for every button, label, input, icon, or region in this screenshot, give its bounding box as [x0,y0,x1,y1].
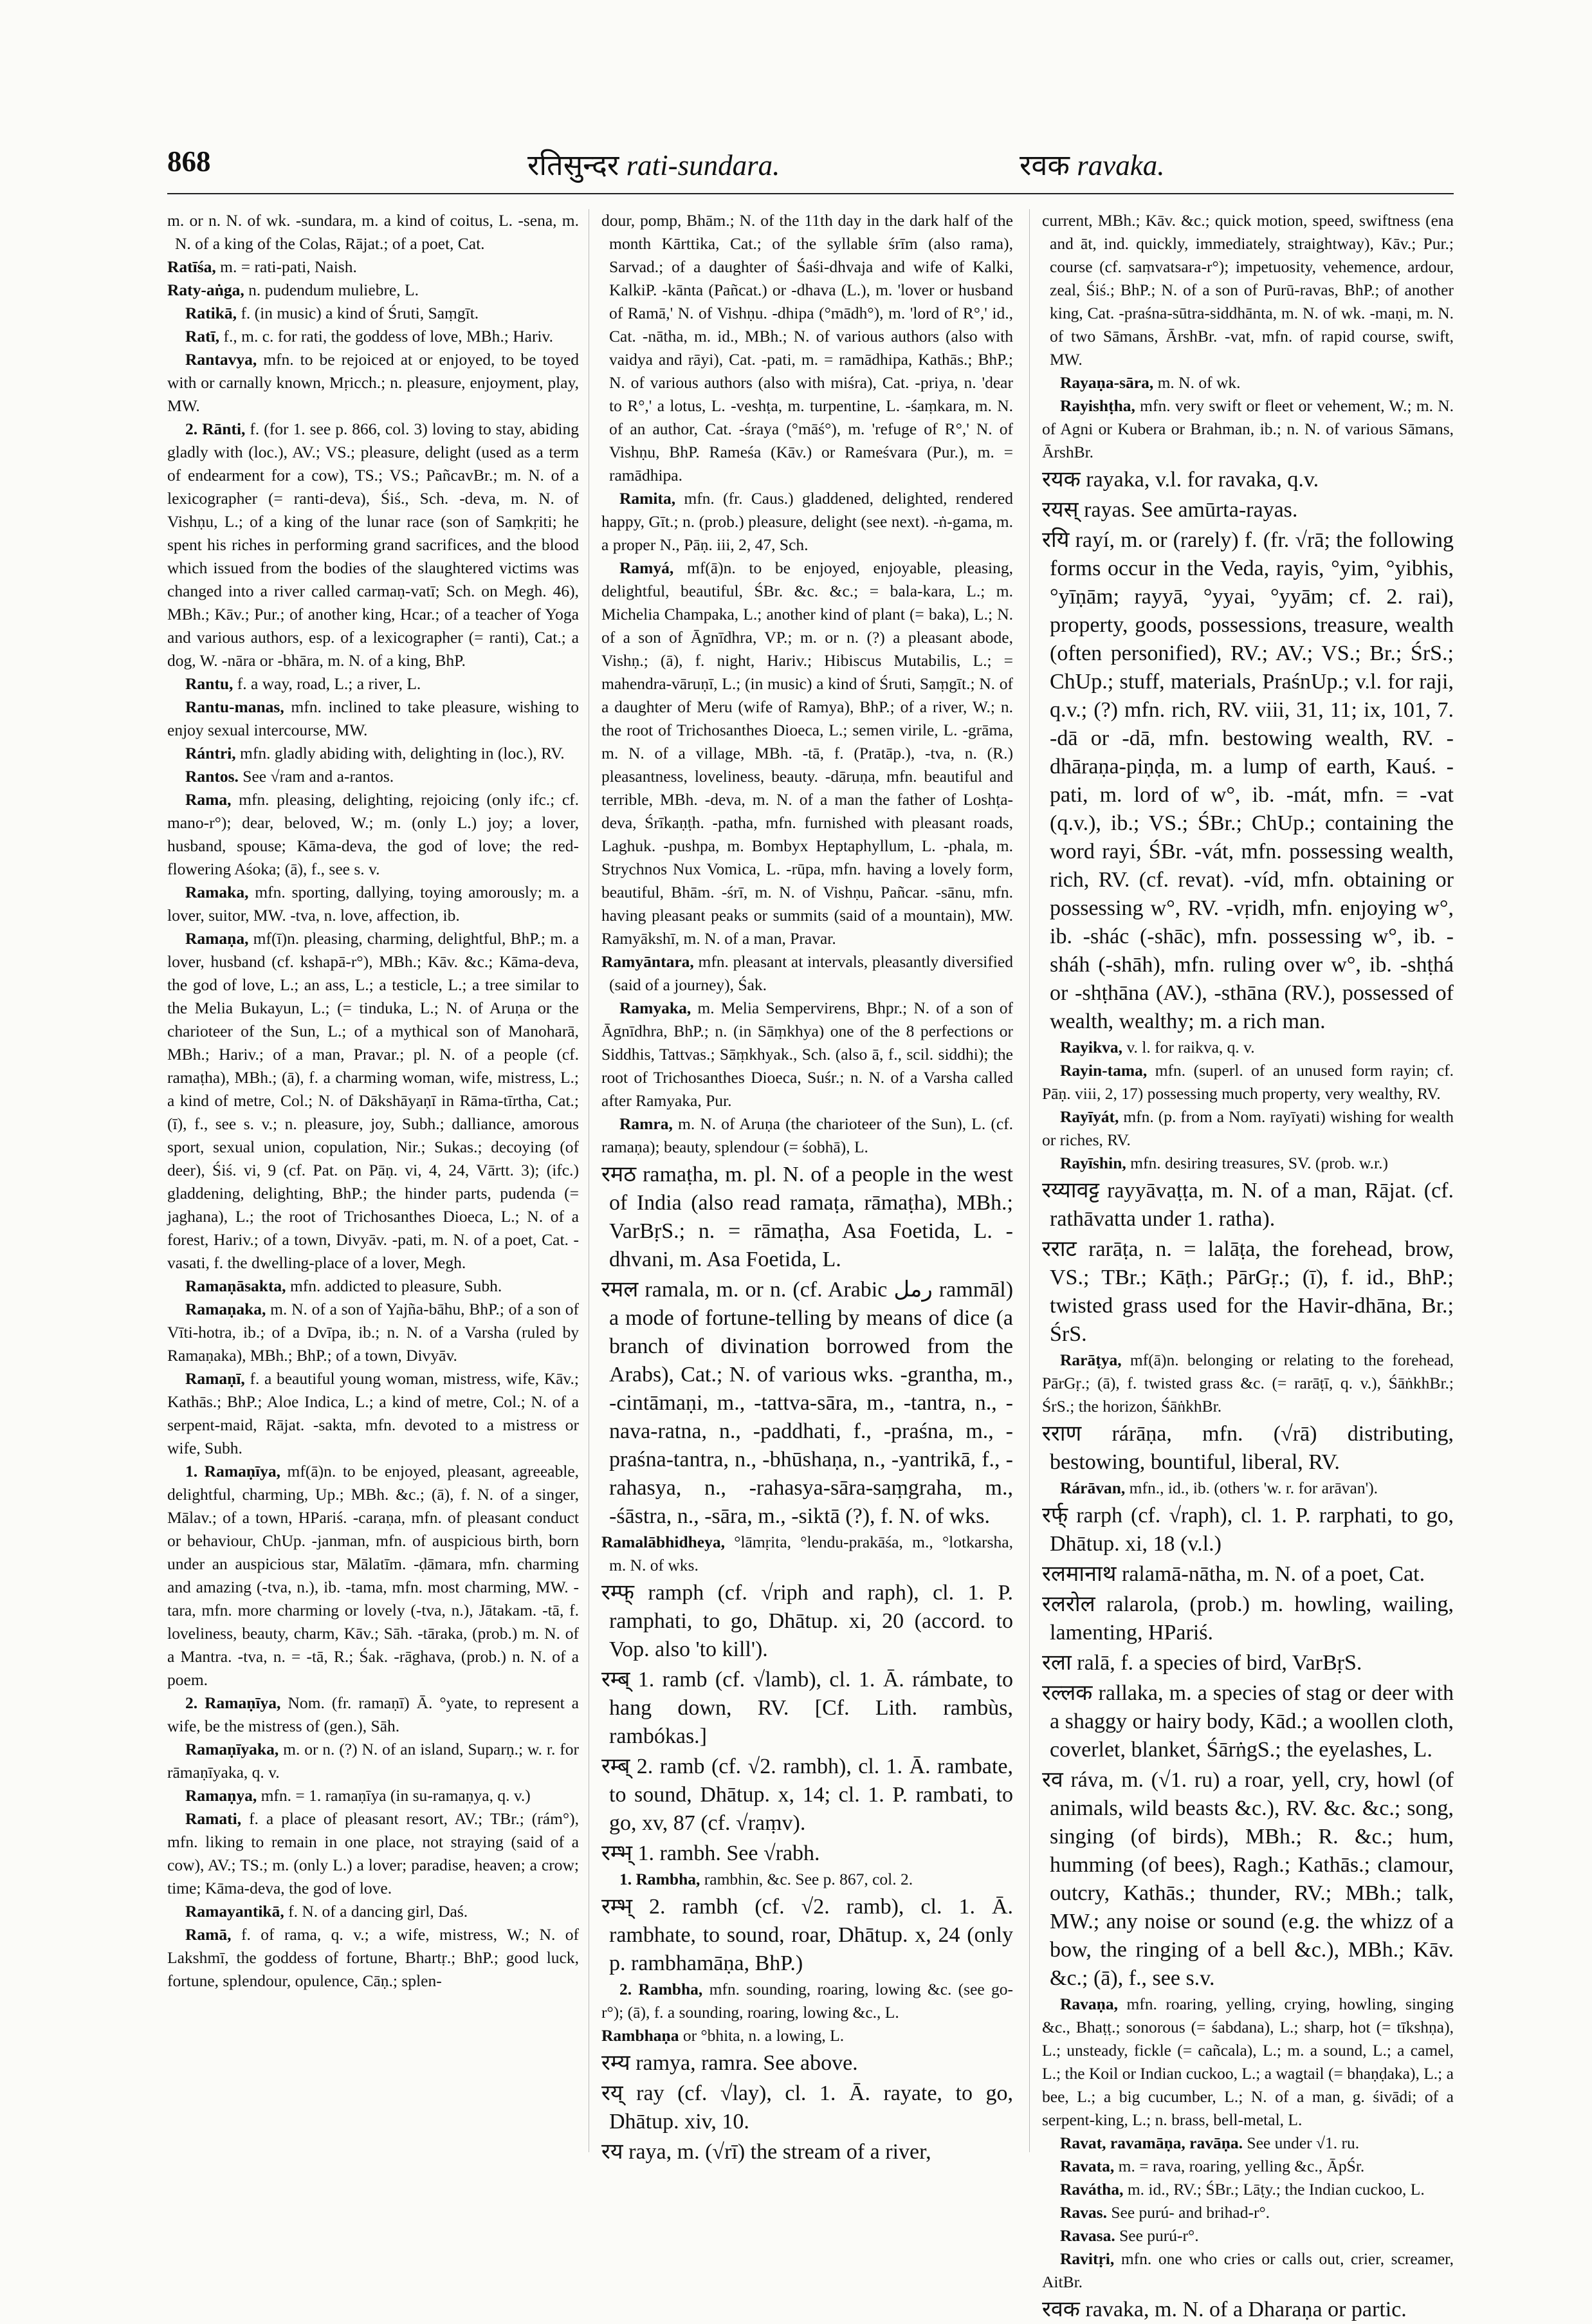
entry-definition: dour, pomp, Bhām.; N. of the 11th day in the dark half of the month Kārttika, Cat.; of the syllable śrīm (also rama), Sarvad.; of a daughter of Śaśi-dhvaja and wife of Kalki, KalkiP. -kānta (Pañcat.) or -dhava (L.), m. 'lover or husband of Ramā,' N. of Vishṇu. -dhipa (°mādh°), m. 'lord of R°,' id., Cat. -nātha, m. id., MBh.; N. of various authors (also with vaidya and rāyi), Cat. -pati, m. = ramādhipa, Kathās.; BhP.; N. of various authors (also with miśra), Cat. -priya, n. 'dear to R°,' a lotus, L. -veshṭa, m. turpentine, L. -śaṃkara, m. N. of an author, Cat. -śraya (°māś°), m. 'refuge of R°,' N. of Vishṇu, BhP. Rameśa (Kāv.) or Rameśvara (Pur.), m. = ramādhipa. [601,211,1013,484]
dictionary-entry [1042,1648,1454,1677]
dictionary-entry [1042,1105,1454,1152]
entry-definition: or °bhita, n. a lowing, L. [682,2026,845,2045]
entry-headword: Rantos. [185,767,239,786]
entry-headword: रम्य [601,2050,630,2076]
entry-definition: f. (in music) a kind of Śruti, Saṃgīt. [241,304,479,322]
dictionary-entry [1042,1419,1454,1477]
entry-definition: mfn. (fr. Caus.) gladdened, delighted, rendered happy, Gīt.; n. (prob.) pleasure, delight (see next). -ṅ-gama, m. a proper N., Pāṇ. iii, 2, 47, Sch. [601,489,1013,554]
entry-definition: rayas. See amūrta-rayas. [1084,498,1298,522]
dictionary-entry [167,765,579,788]
entry-definition: See purú- and brihad-r°. [1111,2203,1270,2222]
entry-headword: रमठ [601,1161,636,1187]
entry-headword: Ravasa. [1060,2226,1115,2245]
entry-definition: m. or n. (?) N. of an island, Suparṇ.; w. r. for rāmaṇīyaka, q. v. [167,1740,579,1782]
entry-headword: Ravas. [1060,2203,1107,2222]
entry-definition: mfn. addicted to pleasure, Subh. [289,1277,502,1295]
dictionary-entry [1042,394,1454,464]
entry-definition: rayyāvaṭṭa, m. N. of a man, Rājat. (cf. rathāvatta under 1. ratha). [1050,1179,1454,1231]
entry-headword: Ramra, [619,1114,673,1133]
dictionary-entry [167,255,579,279]
entry-headword: Ramati, [185,1809,242,1828]
entry-headword: Rayīyát, [1060,1107,1119,1126]
dictionary-entry [167,1275,579,1298]
entry-definition: rayí, m. or (rarely) f. (fr. √rā; the following forms occur in the Veda, rayis, °yim, °yibhis, °yīṇām; rayyā, °yyai, °yyām; cf. 2. rai), property, goods, possessions, treasure, wealth (often personified), RV.; AV.; VS.; Br.; ŚrS.; ChUp.; stuff, materials, PraśnUp.; v.l. for raji, q.v.; (?) mfn. rich, RV. viii, 31, 11; ix, 101, 7. -dā or -dā, mfn. bestowing wealth, RV. -dhāraṇa-piṇḍa, m. a lump of earth, Kauś. -pati, m. lord of w°, ib. -mát, mfn. = -vat (q.v.), ib.; VS.; ŚBr.; ChUp.; containing the word rayi, ŚBr. -vát, mfn. possessing wealth, rich, RV. (cf. revat). -víd, mfn. obtaining or possessing w°, RV. -vṛidh, mfn. enjoying w°, ib. -shác (-shāc), mfn. possessing w°, ib. -sháh (-shāh), mfn. ruling over w°, ib. -shṭhá or -shṭhāna (AV.), -sthāna (RV.), possessed of wealth, wealthy; m. a rich man. [1050,528,1454,1033]
dictionary-entry [1042,209,1454,371]
entry-definition: ramya, ramra. See above. [636,2051,858,2075]
entry-headword: रव [1042,1767,1063,1793]
entry-definition: rambhin, &c. See p. 867, col. 2. [704,1870,913,1888]
entry-definition: mf(ā)n. to be enjoyed, enjoyable, pleasing, delightful, beautiful, ŚBr. &c. &c.; = bala-kara, L.; m. Michelia Champaka, L.; another kind of plant (= baka), L.; N. of a son of Āgnīdhra, VP.; m. or n. (?) a pleasant abode, Vishṇ.; (ā), f. night, Hariv.; Hibiscus Mutabilis, L.; = mahendra-vāruṇī, L.; (in music) a kind of Śruti, Saṃgīt.; N. of a daughter of Meru (wife of Ramya), BhP.; of a river, W.; n. the root of Trichosanthes Dioeca, L.; semen virile, L. -grāma, m. N. of a village, MBh. -tā, f. (Pratāp.), -tva, n. (R.) pleasantness, loveliness, beauty. -dāruṇa, mfn. beautiful and terrible, MBh. -deva, m. N. of a man the father of Loshṭa-deva, Śrīkaṇṭh. -patha, mfn. furnished with pleasant roads, Laghuk. -pushpa, m. Bombyx Heptaphyllum, L. -phala, m. Strychnos Nux Vomica, L. -rūpa, mfn. having a lovely form, beautiful, Bhām. -śrī, m. N. of Vishṇu, Pañcar. -sānu, mfn. having pleasant peaks or summits (said of a mountain), MW. Ramyākshī, m. N. of a man, Pravar. [601,558,1014,948]
entry-definition: mfn. (superl. of an unused form rayin; cf. Pāṇ. viii, 2, 17) possessing much property, very wealthy, RV. [1042,1061,1454,1103]
column-divider [1029,209,1030,2152]
right-guide-word [1020,145,1164,184]
entry-headword: 2. Rānti, [185,420,246,438]
entry-definition: mf(ī)n. pleasing, charming, delightful, BhP.; m. a lover, husband (cf. kshapā-r°), MBh.; Kāv. &c.; Kāma-deva, the god of love, L.; an ass, L.; a testicle, L.; a tree similar to the Melia Bukayun, L.; (= tinduka, L.; N. of Aruṇa or the charioteer of the Sun, L.; of a mythical son of Manoharā, MBh.; Hariv.; of a man, Pravar.; pl. N. of a people (cf. ramaṭha), MBh.; (ā), f. a charming woman, wife, mistress, L.; a kind of metre, Col.; N. of Dākshāyaṇī in Rāma-tīrtha, Cat.; (ī), f., see s. v.; n. pleasure, joy, Subh.; dalliance, amorous sport, sexual union, copulation, Nir.; Sukas.; decoying (of deer), Śiś. vi, 9 (cf. Pat. on Pāṇ. vi, 4, 24, Vārtt. 3); (ifc.) gladdening, delighting, BhP.; the hinder parts, pudenda (= jaghana), L.; the root of Trichosanthes Dioeca, L.; N. of a forest, Hariv.; of a town, Divyāv. -pati, m. N. of a poet, Cat. -vasati, f. the dwelling-place of a lover, Megh. [167,929,580,1272]
entry-headword: 1. Rambha, [619,1870,700,1888]
left-guide-translit: rati-sundara. [626,149,780,181]
entry-definition: m. N. of Aruṇa (the charioteer of the Sun), L. (cf. ramaṇa); beauty, splendour (= śobhā), L. [601,1114,1014,1156]
entry-headword: Ramaṇī, [185,1369,245,1388]
entry-definition: mfn. = 1. ramaṇīya (in su-ramaṇya, q. v.) [261,1786,531,1805]
dictionary-entry [601,1160,1013,1274]
dictionary-entry [1042,495,1454,524]
dictionary-entry [601,2079,1013,2136]
entry-definition: ráva, m. (√1. ru) a roar, yell, cry, howl (of animals, wild beasts &c.), RV. &c. &c.; song, singing (of birds), MBh.; R. &c.; hum, humming (of bees), Ragh.; Kathās.; clamour, outcry, Kathās.; thunder, RV.; MBh.; talk, MW.; any noise or sound (e.g. the whizz of a bow, the ringing of a bell &c.), MBh.; Kāv. &c.; (ā), f., see s.v. [1050,1768,1454,1990]
dictionary-entry [1042,2295,1454,2324]
dictionary-entry [1042,1059,1454,1105]
entry-definition: mfn., id., ib. (others 'w. r. for arāvan'). [1129,1479,1378,1497]
entry-headword: Rayaṇa-sāra, [1060,373,1154,392]
entry-definition: mf(ā)n. to be enjoyed, pleasant, agreeable, delightful, charming, Up.; MBh. &c.; (ā), f. N. of a singer, Mālav.; of a town, HPariś. -caraṇa, mfn. of pleasant conduct or behaviour, ChUp. -janman, mfn. of auspicious birth, born under an auspicious star, Mālatīm. -ḍāmara, mfn. charming and amazing (-tva, n.), ib. -tama, mfn. most charming, MW. -tara, mfn. more charming or lovely (-tva, n.), Jātakam. -tā, f. loveliness, beauty, charm, Kāv.; Sāh. -tāraka, (prob.) m. N. of a Mantra. -tva, n. = -tā, R.; Śak. -rāghava, (prob.) n. N. of a poem. [167,1462,580,1689]
entry-headword: Ramyá, [619,558,674,577]
dictionary-entry [167,348,579,418]
entry-headword: Ramaṇaka, [185,1300,266,1318]
entry-definition: mfn. very swift or fleet or vehement, W.; m. N. of Agni or Kubera or Brahman, ib.; n. N. of various Sāmans, ĀrshBr. [1042,396,1454,461]
entry-definition: f. N. of a dancing girl, Daś. [288,1902,468,1921]
dictionary-entry [167,418,579,672]
dictionary-entry [167,1807,579,1900]
entry-definition: m. = rati-pati, Naish. [220,257,357,276]
entry-headword: Rantu-manas, [185,697,284,716]
dictionary-entry [1042,1993,1454,2132]
entry-definition: m. = rava, roaring, yelling &c., ĀpŚr. [1118,2157,1365,2175]
entry-headword: Rayishṭha, [1060,396,1135,415]
dictionary-entry [167,742,579,765]
entry-definition: ray (cf. √lay), cl. 1. Ā. rayate, to go, Dhātup. xiv, 10. [609,2081,1013,2134]
entry-definition: rarāṭa, n. = lalāṭa, the forehead, brow, VS.; TBr.; Kāṭh.; PārGṛ.; (ī), f. id., BhP.; twisted grass used for the Havir-dhāna, Br.; ŚrS. [1050,1237,1454,1346]
entry-definition: ramaṭha, m. pl. N. of a people in the west of India (also read ramaṭa, rāmaṭha), MBh.; VarBṛS.; n. = rāmaṭha, Asa Foetida, L. -dhvani, m. Asa Foetida, L. [609,1163,1014,1271]
entry-definition: See under √1. ru. [1247,2134,1360,2152]
dictionary-entry [167,209,579,255]
left-guide-devanagari: रतिसुन्दर [527,149,619,181]
dictionary-entry [167,1738,579,1784]
entry-headword: Ravaṇa, [1060,1995,1118,2013]
dictionary-entry [1042,1766,1454,1993]
entry-definition: 1. ramb (cf. √lamb), cl. 1. Ā. rámbate, to hang down, RV. [Cf. Lith. rambùs, rambókas.] [609,1668,1014,1748]
dictionary-entry [167,1923,579,1993]
dictionary-entry [1042,1152,1454,1175]
dictionary-entry [1042,371,1454,394]
entry-definition: mfn. sounding, roaring, lowing &c. (see go-r°); (ā), f. a sounding, roaring, lowing &c., L. [601,1980,1013,2022]
dictionary-entry [1042,1176,1454,1233]
dictionary-entry [1042,2201,1454,2224]
entry-definition: current, MBh.; Kāv. &c.; quick motion, speed, swiftness (ena and āt, ind. quickly, immediately, straightway), Kāv.; Pur.; course (cf. saṃvatsara-r°); impetuosity, vehemence, ardour, zeal, Śiś.; BhP.; N. of a son of Purū-ravas, BhP.; of another king, Cat. -praśna-sūtra-siddhānta, m. N. of wk. -maṇi, m. N. of two Sāmans, ĀrshBr. -vat, mfn. of rapid course, swift, MW. [1042,211,1454,369]
entry-definition: m. N. of wk. [1157,373,1241,392]
page-number: 868 [167,145,211,178]
entry-headword: रमल [601,1277,639,1302]
entry-headword: Raty-aṅga, [167,281,244,299]
entry-definition: mfn. pleasant at intervals, pleasantly diversified (said of a journey), Śak. [609,952,1013,994]
entry-definition: ralamā-nātha, m. N. of a poet, Cat. [1122,1562,1425,1586]
dictionary-entry [601,2049,1013,2078]
entry-definition: f. a beautiful young woman, mistress, wife, Kāv.; Kathās.; BhP.; Aloe Indica, L.; a kind of metre, Col.; N. of a serpent-maid, Rājat. -sakta, mfn. devoted to a mistress or wife, Subh. [167,1369,579,1457]
entry-definition: 1. rambh. See √rabh. [637,1841,820,1865]
entry-headword: रलमानाथ [1042,1561,1117,1587]
entry-definition: ramala, m. or n. (cf. Arabic رمل rammāl) a mode of fortune-telling by means of dice (a branch of divination borrowed from the Arabs), Cat.; N. of various wks. -grantha, m., -cintāmaṇi, m., -tattva-sāra, m., -tantra, n., -nava-ratna, n., -paddhati, f., -praśna, m., -praśna-tantra, n., -bhūshaṇa, n., -yantrikā, f., -rahasya, n., -rahasya-sāra-saṃgraha, m., -śāstra, n., -sāra, m., -siktā (?), f. N. of wks. [609,1278,1014,1528]
entry-definition: f. of rama, q. v.; a wife, mistress, W.; N. of Lakshmī, the goddess of fortune, Bhartṛ.; BhP.; good luck, fortune, splendour, opulence, Cāṇ.; splen- [167,1925,579,1990]
dictionary-entry [601,1531,1013,1577]
entry-headword: Ratī, [185,327,220,346]
entry-definition: f. a place of pleasant resort, AV.; TBr.; (rám°), mfn. liking to remain in one place, not straying (said of a cow), AV.; TS.; m. (only L.) a lover; paradise, heaven; a crow; time; Kāma-deva, the god of love. [167,1809,579,1897]
dictionary-entry [167,1692,579,1738]
entry-definition: ramph (cf. √riph and raph), cl. 1. P. ramphati, to go, Dhātup. xi, 20 (accord. to Vop. also 'to kill'). [609,1581,1013,1661]
dictionary-entry [601,1112,1013,1159]
entry-headword: रम्फ् [601,1580,634,1605]
entry-headword: रम्ब् [601,1666,630,1692]
entry-headword: Ramaṇya, [185,1786,257,1805]
dictionary-entry [601,1275,1013,1531]
dictionary-entry [1042,465,1454,494]
entry-headword: Ratīśa, [167,257,216,276]
entry-headword: Rántri, [185,744,236,762]
entry-headword: Ramalābhidheya, [601,1533,725,1551]
dictionary-entry [167,672,579,696]
dictionary-entry [601,557,1013,950]
entry-headword: रम्भ् [601,1894,633,1919]
dictionary-entry [1042,1036,1454,1059]
entry-headword: रलरोल [1042,1591,1095,1617]
entry-definition: mfn. (p. from a Nom. rayīyati) wishing for wealth or riches, RV. [1042,1107,1454,1149]
entry-headword: 1. Ramaṇīya, [185,1462,280,1480]
entry-headword: रल्लक [1042,1680,1093,1706]
entry-definition: mfn. one who cries or calls out, crier, screamer, AitBr. [1042,2249,1454,2291]
column-2 [601,209,1014,2164]
dictionary-entry [167,1367,579,1460]
left-guide-word [527,145,780,184]
entry-definition: m. id., RV.; ŚBr.; Lāṭy.; the Indian cuckoo, L. [1127,2180,1425,2199]
entry-headword: Ramā, [185,1925,232,1944]
entry-definition: 2. rambh (cf. √2. ramb), cl. 1. Ā. rambhate, to sound, roar, Dhātup. x, 24 (only p. rambhamāṇa, BhP.) [609,1895,1014,1975]
dictionary-entry [1042,1501,1454,1558]
dictionary-entry [601,1892,1013,1978]
entry-headword: रयस् [1042,497,1079,522]
entry-headword: रराट [1042,1236,1077,1262]
entry-definition: m. or n. N. of wk. -sundara, m. a kind of coitus, L. -sena, m. N. of a king of the Colas, Rājat.; of a poet, Cat. [167,211,579,253]
entry-definition: f., m. c. for rati, the goddess of love, MBh.; Hariv. [223,327,553,346]
entry-definition: mfn. pleasing, delighting, rejoicing (only ifc.; cf. mano-r°); dear, beloved, W.; m. (only L.) joy; a lover, husband, spouse; Kāma-deva, the god of love; the red-flowering Aśoka; (ā), f., see s. v. [167,790,580,878]
entry-definition: ravaka, m. N. of a Dharaṇa or partic. [1085,2298,1407,2321]
entry-headword: रर्फ् [1042,1502,1068,1528]
dictionary-entry [601,2137,1013,2166]
dictionary-entry [601,1978,1013,2024]
entry-definition: mfn. desiring treasures, SV. (prob. w.r.) [1130,1154,1388,1172]
header-rule [167,193,1454,194]
entry-headword: Ravat, ravamāṇa, ravāṇa. [1060,2134,1243,2152]
entry-headword: Rama, [185,790,232,809]
dictionary-entry [1042,1560,1454,1589]
dictionary-entry [601,1578,1013,1664]
entry-headword: Rantu, [185,674,233,693]
entry-headword: रवक [1042,2296,1080,2322]
entry-headword: Rantavya, [185,350,257,369]
entry-headword: Rayikva, [1060,1038,1123,1056]
entry-headword: Rayin-tama, [1060,1061,1148,1080]
entry-definition: v. l. for raikva, q. v. [1126,1038,1255,1056]
entry-definition: ralarola, (prob.) m. howling, wailing, lamenting, HPariś. [1050,1592,1454,1645]
entry-headword: Rayīshin, [1060,1154,1126,1172]
entry-definition: f. (for 1. see p. 866, col. 3) loving to stay, abiding gladly with (loc.), AV.; VS.; pleasure, delight (used as a term of endearment for a cow), TS.; VS.; PañcavBr.; m. N. of a lexicographer (= ranti-deva), Śiś., Sch. -deva, m. N. of Vishṇu, L.; of a king of the lunar race (son of Saṃkṛiti; he spent his riches in performing grand sacrifices, and the blood which issued from the bodies of the slaughtered victims was changed into a river called carmaṇ-vatī; Sch. on Megh. 46), MBh.; Kāv.; Pur.; of another king, Hcar.; of a teacher of Yoga and various authors, esp. of a lexicographer (= ranti), Cat.; a dog, W. -nāra or -bhāra, m. N. of a king, BhP. [167,420,579,670]
dictionary-entry [167,1900,579,1923]
entry-headword: रय्यावट्ट [1042,1177,1100,1203]
entry-headword: Ramaṇa, [185,929,249,948]
entry-definition: mf(ā)n. belonging or relating to the forehead, PārGṛ.; (ā), f. twisted grass &c. (= rarāṭī, q. v.), ŚāṅkhBr.; ŚrS.; the horizon, ŚāṅkhBr. [1042,1351,1454,1416]
dictionary-entry [601,209,1013,487]
entry-definition: Nom. (fr. ramaṇī) Ā. °yate, to represent a wife, be the mistress of (gen.), Sāh. [167,1693,580,1735]
entry-definition: See purú-r°. [1119,2226,1199,2245]
entry-definition: rallaka, m. a species of stag or deer with a shaggy or hairy body, Kād.; a woollen cloth, coverlet, blanket, ŚārṅgS.; the eyelashes, L. [1050,1681,1454,1762]
dictionary-entry [167,302,579,325]
entry-definition: ralā, f. a species of bird, VarBṛS. [1077,1651,1362,1675]
entry-headword: Rambhaṇa [601,2026,679,2045]
dictionary-entry [1042,1235,1454,1349]
entry-definition: m. N. of a son of Yajña-bāhu, BhP.; of a son of Vīti-hotra, ib.; of a Dvīpa, ib.; n. N. of a Varsha (ruled by Ramaṇaka), MBh.; BhP.; of a town, Divyāv. [167,1300,579,1365]
entry-definition: rayaka, v.l. for ravaka, q.v. [1086,468,1319,492]
dictionary-entry [601,1839,1013,1868]
dictionary-entry [601,487,1013,557]
entry-definition: mfn. sporting, dallying, toying amorously; m. a lover, suitor, MW. -tva, n. love, affection, ib. [167,883,580,925]
entry-headword: Ratikā, [185,304,237,322]
dictionary-entry [167,881,579,927]
entry-headword: Ramaṇīyaka, [185,1740,279,1758]
entry-headword: रम्ब् [601,1753,630,1779]
dictionary-entry [167,279,579,302]
entry-headword: Rárāvan, [1060,1479,1126,1497]
entry-headword: 2. Rambha, [619,1980,703,1998]
dictionary-entry [601,1752,1013,1838]
dictionary-entry [601,997,1013,1112]
entry-definition: mfn. roaring, yelling, crying, howling, singing &c., Bhaṭṭ.; sonorous (= śabdana), L.; sharp, hot (= tīkshṇa), L.; unsteady, fickle (= cañcala), L.; m. a sound, L.; a camel, L.; the Koil or Indian cuckoo, L.; a wagtail (= bhaṇḍaka), L.; a bee, L.; a big cucumber, L.; N. of a man, g. śivādi; of a serpent-king, L.; n. brass, bell-metal, L. [1042,1995,1454,2129]
right-guide-devanagari: रवक [1020,149,1070,181]
dictionary-entry [1042,2132,1454,2155]
entry-headword: Ramaṇāsakta, [185,1277,286,1295]
entry-headword: रय [601,2139,623,2164]
entry-definition: rarph (cf. √raph), cl. 1. P. rarphati, to go, Dhātup. xi, 18 (v.l.) [1050,1504,1454,1556]
dictionary-entry [601,1665,1013,1751]
dictionary-entry [1042,526,1454,1036]
entry-definition: mfn. to be rejoiced at or enjoyed, to be toyed with or carnally known, Mṛicch.; n. pleasure, enjoyment, play, MW. [167,350,579,415]
dictionary-entry [167,696,579,742]
entry-headword: रला [1042,1650,1072,1675]
entry-headword: रयक [1042,466,1081,492]
dictionary-entry [1042,2247,1454,2294]
entry-headword: Ramita, [619,489,676,508]
entry-definition: raya, m. (√rī) the stream of a river, [628,2140,931,2164]
right-guide-translit: ravaka. [1077,149,1165,181]
entry-definition: rárāṇa, mfn. (√rā) distributing, bestowing, bountiful, liberal, RV. [1050,1422,1454,1474]
entry-headword: Ramaka, [185,883,249,901]
dictionary-entry [601,1868,1013,1891]
entry-headword: Ravata, [1060,2157,1115,2175]
entry-definition: f. a way, road, L.; a river, L. [237,674,421,693]
dictionary-entry [1042,2155,1454,2178]
dictionary-entry [167,325,579,348]
dictionary-entry [1042,1679,1454,1764]
dictionary-entry [1042,1477,1454,1500]
entry-definition: °lāmṛita, °lendu-prakāśa, m., °lotkarsha, m. N. of wks. [609,1533,1013,1574]
entry-definition: n. pudendum muliebre, L. [248,281,419,299]
dictionary-entry [601,2024,1013,2047]
dictionary-entry [1042,2178,1454,2201]
entry-headword: Ravitṛi, [1060,2249,1115,2268]
dictionary-entry [167,1460,579,1692]
dictionary-entry [1042,1590,1454,1647]
entry-headword: Ramyaka, [619,999,691,1017]
dictionary-entry [167,788,579,881]
entry-headword: रराण [1042,1421,1082,1446]
dictionary-entry [167,927,579,1275]
entry-headword: Ravátha, [1060,2180,1124,2199]
entry-headword: Ramayantikā, [185,1902,284,1921]
dictionary-entry [1042,2224,1454,2247]
entry-definition: m. Melia Sempervirens, Bhpr.; N. of a son of Āgnīdhra, BhP.; n. (in Sāṃkhya) one of the 8 perfections or Siddhis, Tattvas.; Sāṃkhyak., Sch. (also ā, f., scil. siddhi); the root of Trichosanthes Dioeca, Suśr.; n. N. of a Varsha called after Ramyaka, Pur. [601,999,1013,1110]
entry-definition: mfn. gladly abiding with, delighting in (loc.), RV. [240,744,565,762]
dictionary-entry [601,950,1013,997]
running-header [167,145,1454,190]
dictionary-entry [167,1298,579,1367]
entry-headword: रय् [601,2080,623,2106]
entry-definition: 2. ramb (cf. √2. rambh), cl. 1. Ā. rambate, to sound, Dhātup. x, 14; cl. 1. P. rambati, to go, xv, 87 (cf. √raṃv). [609,1755,1014,1835]
entry-headword: 2. Ramaṇīya, [185,1693,281,1712]
column-1 [167,209,579,2152]
entry-headword: Ramyāntara, [601,952,694,971]
dictionary-entry [167,1784,579,1807]
column-3 [1042,209,1454,2322]
entry-definition: See √ram and a-rantos. [242,767,394,786]
entry-headword: रयि [1042,527,1070,553]
entry-definition: mfn. inclined to take pleasure, wishing to enjoy sexual intercourse, MW. [167,697,580,739]
dictionary-entry [1042,1349,1454,1418]
entry-headword: Rarāṭya, [1060,1351,1122,1369]
entry-headword: रम्भ् [601,1840,633,1866]
